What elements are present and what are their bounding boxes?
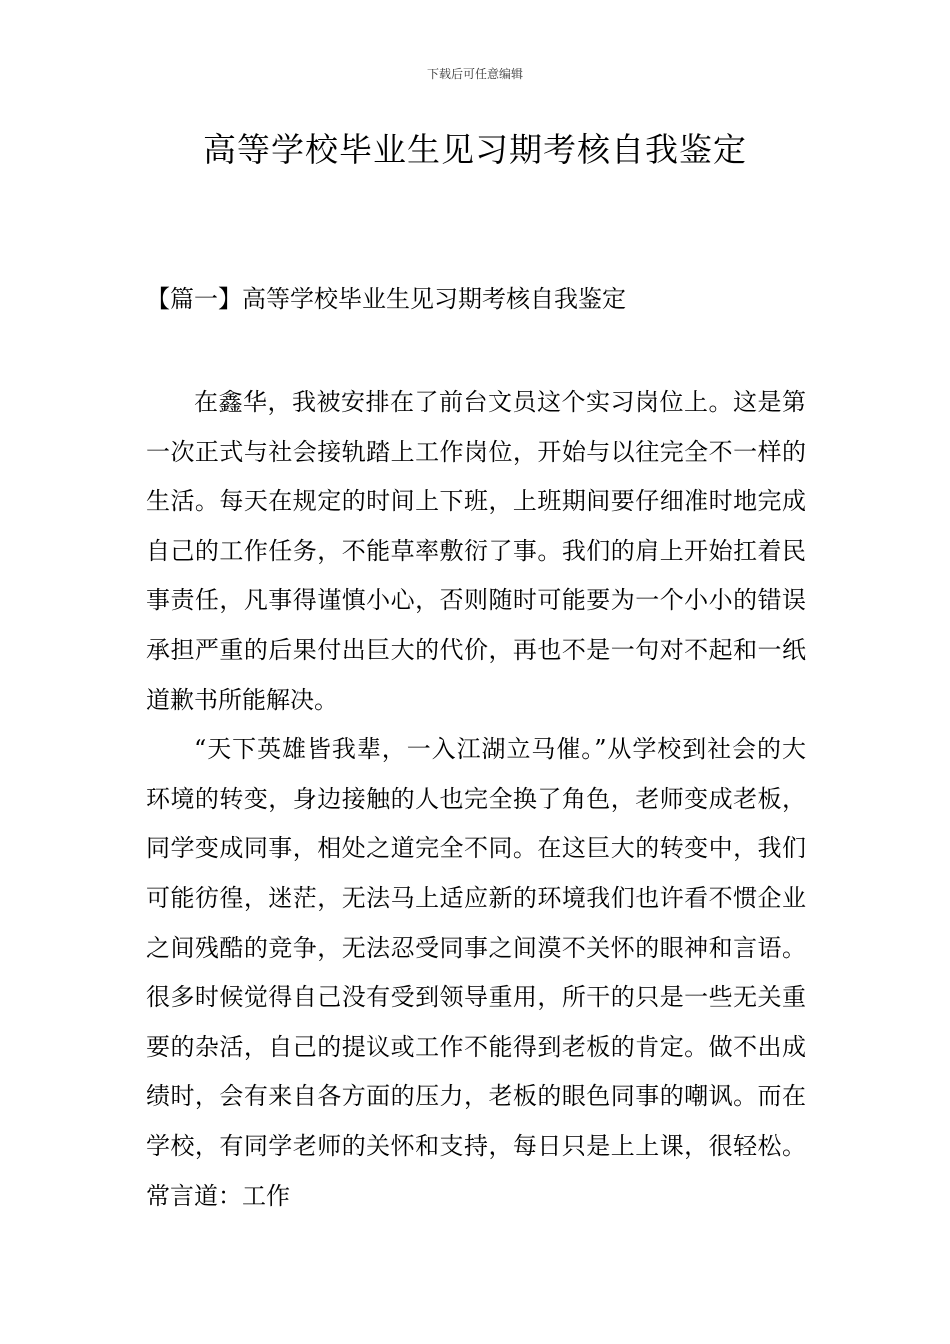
document-title: 高等学校毕业生见习期考核自我鉴定 [203, 130, 747, 169]
section-heading: 【篇一】高等学校毕业生见习期考核自我鉴定 [146, 285, 626, 313]
body-text [146, 378, 806, 1221]
paragraph: 在鑫华，我被安排在了前台文员这个实习岗位上。这是第一次正式与社会接轨踏上工作岗位，开始与以往完全不一样的生活。每天在规定的时间上下班，上班期间要仔细准时地完成自己的工作任务，不能草率敷衍了事。我们的肩上开始扛着民事责任，凡事得谨慎小心，否则随时可能要为一个小小的错误承担严重的后果付出巨大的代价，再也不是一句对不起和一纸道歉书所能解决。 [146, 388, 806, 714]
header-note: 下载后可任意编辑 [426, 67, 523, 81]
paragraph: “天下英雄皆我辈，一入江湖立马催。”从学校到社会的大环境的转变，身边接触的人也完全换了角色，老师变成老板，同学变成同事，相处之道完全不同。在这巨大的转变中，我们可能彷徨，迷茫，无法马上适应新的环境我们也许看不惯企业之间残酷的竞争，无法忍受同事之间漠不关怀的眼神和言语。很多时候觉得自己没有受到领导重用，所干的只是一些无关重要的杂活，自己的提议或工作不能得到老板的肯定。做不出成绩时，会有来自各方面的压力，老板的眼色同事的嘲讽。而在学校，有同学老师的关怀和支持，每日只是上上课，很轻松。常言道：工作 [146, 735, 806, 1210]
